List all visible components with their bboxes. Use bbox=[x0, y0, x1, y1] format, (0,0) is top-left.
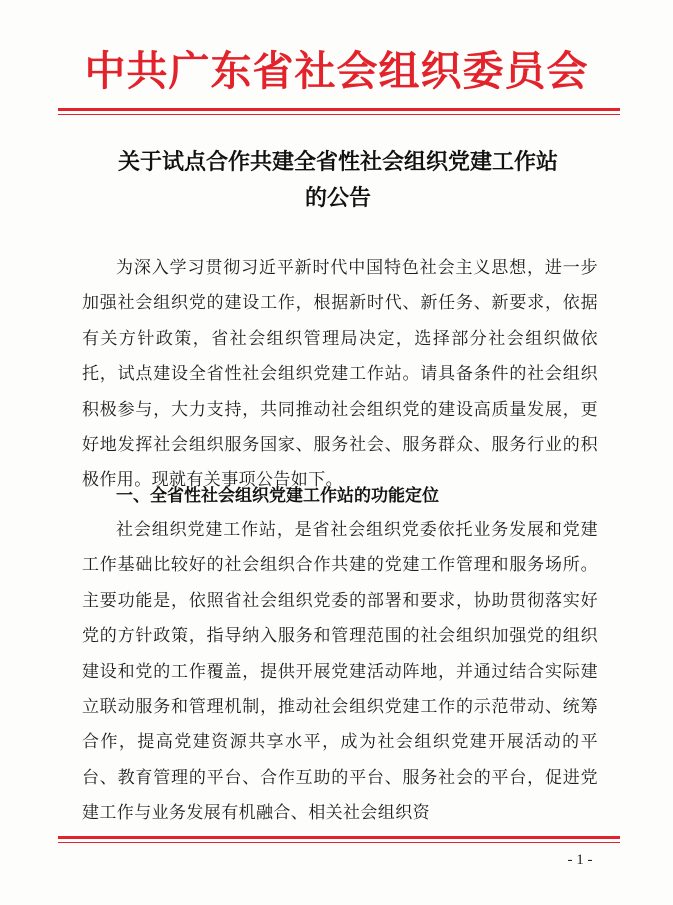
header-rule-thick bbox=[58, 108, 620, 111]
document-title bbox=[60, 145, 616, 217]
section-1-heading: 一、全省性社会组织党建工作站的功能定位 bbox=[116, 486, 439, 506]
section-1-paragraph: 社会组织党建工作站，是省社会组织党委依托业务发展和党建工作基础比较好的社会组织合作共建的党建工作管理和服务场所。主要功能是，依照省社会组织党委的部署和要求，协助贯彻落实好党的方针政策，指导纳入服务和管理范围的社会组织加强党的组织建设和党的工作覆盖，提供开展党建活动阵地，并通过结合实际建立联动服务和管理机制，推动社会组织党建工作的示范带动、统筹合作，提高党建资源共享水平，成为社会组织党建开展活动的平台、教育管理的平台、合作互助的平台、服务社会的平台，促进党建工作与业务发展有机融合、相关社会组织资 bbox=[82, 520, 598, 824]
header-rule-thin bbox=[58, 114, 620, 115]
page-number: - 1 - bbox=[567, 852, 593, 868]
document-title-line2: 的公告 bbox=[304, 186, 371, 211]
footer-rule-thick bbox=[58, 836, 620, 839]
footer-rule-thin bbox=[58, 842, 620, 843]
intro-paragraph: 为深入学习贯彻习近平新时代中国特色社会主义思想，进一步加强社会组织党的建设工作，根据新时代、新任务、新要求，依据有关方针政策，省社会组织管理局决定，选择部分社会组织做依托，试点建设全省性社会组织党建工作站。请具备条件的社会组织积极参与，大力支持，共同推动社会组织党的建设高质量发展，更好地发挥社会组织服务国家、服务社会、服务群众、服务行业的积极作用。现就有关事项公告如下。 bbox=[82, 258, 598, 491]
document-title-line1: 关于试点合作共建全省性社会组织党建工作站 bbox=[117, 150, 558, 175]
organization-header: 中共广东省社会组织委员会 bbox=[84, 47, 589, 95]
